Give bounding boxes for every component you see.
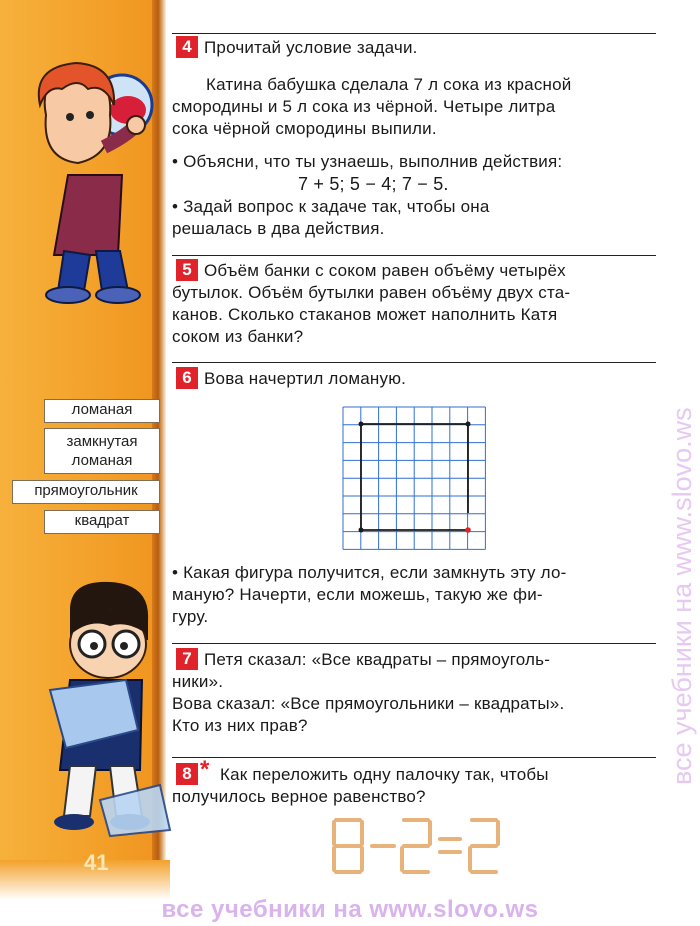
page-number: 41 xyxy=(84,850,109,875)
task6-question-line-2: маную? Начерти, если можешь, такую же фи- xyxy=(172,585,543,604)
task8-line-1: Как переложить одну палочку так, чтобы xyxy=(220,765,549,784)
side-watermark xyxy=(664,140,700,790)
task5-line-2: бутылок. Объём бутылки равен объёму двух ста- xyxy=(172,283,571,302)
matchstick-equation xyxy=(326,814,502,880)
task-number-badge: 8 xyxy=(176,763,198,785)
boy-drinking-illustration xyxy=(18,55,168,305)
section-divider xyxy=(172,757,656,758)
section-divider xyxy=(172,33,656,34)
task-number-badge: 4 xyxy=(176,36,198,58)
task7-line-2: ники». xyxy=(172,672,224,691)
polyline-grid-figure xyxy=(340,404,488,552)
task4-expressions: 7 + 5; 5 − 4; 7 − 5. xyxy=(298,174,449,194)
term-zamknutaya-lomanaya: замкнутая ломаная xyxy=(44,428,160,474)
bottom-watermark: все учебники на www.slovo.ws xyxy=(161,896,539,923)
task4-bullet-1: • Объясни, что ты узнаешь, выполнив действия: xyxy=(172,152,563,171)
task8-line-2: получилось верное равенство? xyxy=(172,787,426,806)
task7-line-3: Вова сказал: «Все прямоугольники – квадраты». xyxy=(172,694,565,713)
task4-title: Прочитай условие задачи. xyxy=(204,38,418,57)
task5-line-1: Объём банки с соком равен объёму четырёх xyxy=(204,261,566,280)
task4-line-1: Катина бабушка сделала 7 л сока из красной xyxy=(206,75,572,94)
task-number-badge: 5 xyxy=(176,259,198,281)
task5-line-3: канов. Сколько стаканов может наполнить Катя xyxy=(172,305,558,324)
boy-with-glasses-illustration xyxy=(30,580,180,840)
task5-line-4: соком из банки? xyxy=(172,327,304,346)
term-pryamougolnik: прямоугольник xyxy=(12,480,160,504)
task-number-badge: 6 xyxy=(176,367,198,389)
task4-line-2: смородины и 5 л сока из чёрной. Четыре литра xyxy=(172,97,556,116)
term-lomanaya: ломаная xyxy=(44,399,160,423)
side-watermark-text: все учебники на www.slovo.ws xyxy=(667,407,697,785)
task-number-badge: 7 xyxy=(176,648,198,670)
task7-line-4: Кто из них прав? xyxy=(172,716,308,735)
section-divider xyxy=(172,362,656,363)
section-divider xyxy=(172,255,656,256)
task7-line-1: Петя сказал: «Все квадраты – прямоуголь- xyxy=(204,650,551,669)
task6-question-line-1: • Какая фигура получится, если замкнуть эту ло- xyxy=(172,563,567,582)
term-kvadrat: квадрат xyxy=(44,510,160,534)
task4-line-3: сока чёрной смородины выпили. xyxy=(172,119,437,138)
asterisk-mark: * xyxy=(200,756,210,783)
task4-bullet-2-line-1: • Задай вопрос к задаче так, чтобы она xyxy=(172,197,490,216)
task6-question-line-3: гуру. xyxy=(172,607,209,626)
section-divider xyxy=(172,643,656,644)
task4-bullet-2-line-2: решалась в два действия. xyxy=(172,219,385,238)
task6-title: Вова начертил ломаную. xyxy=(204,369,407,388)
